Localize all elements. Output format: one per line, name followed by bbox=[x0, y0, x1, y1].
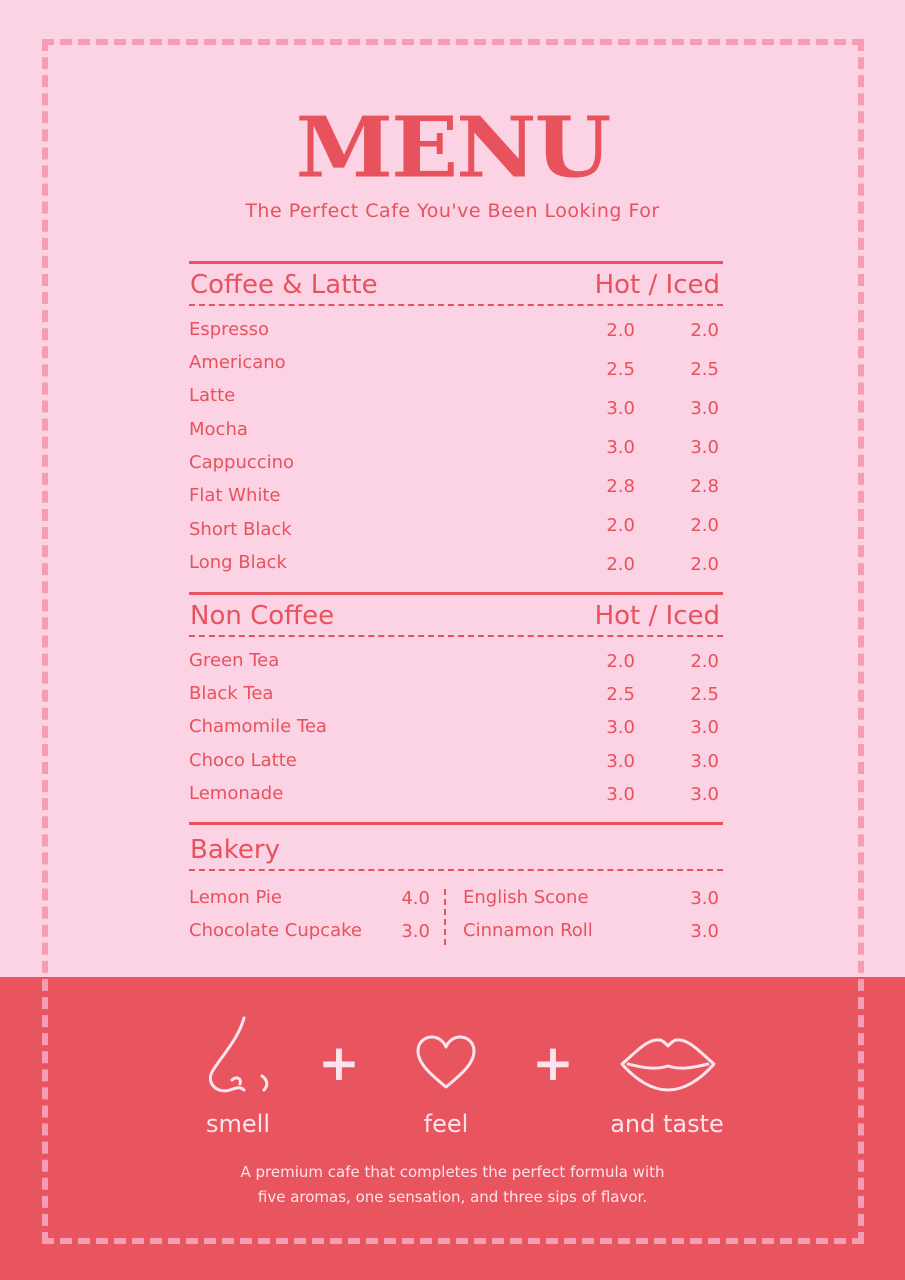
iced-price: 3.0 bbox=[690, 437, 719, 458]
taste-label: and taste bbox=[610, 1110, 724, 1138]
item-name: Choco Latte bbox=[189, 750, 297, 771]
bakery-divider bbox=[444, 889, 446, 945]
tagline-line-1: A premium cafe that completes the perfect formula with bbox=[240, 1163, 665, 1181]
iced-price: 3.0 bbox=[690, 398, 719, 419]
section-bakery bbox=[189, 822, 723, 942]
iced-price: 2.0 bbox=[690, 515, 719, 536]
hot-iced-label: Hot / Iced bbox=[594, 601, 720, 631]
iced-price: 3.0 bbox=[690, 717, 719, 738]
item-name: Lemon Pie bbox=[189, 887, 282, 908]
item-name: Long Black bbox=[189, 552, 287, 573]
item-name: Flat White bbox=[189, 485, 281, 506]
item-name: Lemonade bbox=[189, 783, 284, 804]
hot-price: 3.0 bbox=[606, 398, 635, 419]
heart-icon bbox=[413, 1033, 479, 1093]
item-name: Espresso bbox=[189, 319, 270, 340]
hot-price: 2.0 bbox=[606, 320, 635, 341]
iced-price: 2.8 bbox=[690, 476, 719, 497]
item-name: English Scone bbox=[463, 887, 589, 908]
lips-icon bbox=[618, 1030, 718, 1096]
section-title: Bakery bbox=[190, 835, 280, 865]
smell-label: smell bbox=[206, 1110, 270, 1138]
hot-price: 3.0 bbox=[606, 717, 635, 738]
hot-price: 2.0 bbox=[606, 651, 635, 672]
item-name: Latte bbox=[189, 385, 236, 406]
section-coffee-latte bbox=[189, 261, 723, 575]
price: 3.0 bbox=[690, 888, 719, 909]
price: 3.0 bbox=[401, 921, 430, 942]
item-name: Chocolate Cupcake bbox=[189, 920, 362, 941]
iced-price: 2.5 bbox=[690, 684, 719, 705]
section-dashed-rule bbox=[189, 869, 723, 871]
section-dashed-rule bbox=[189, 304, 723, 306]
item-name: Green Tea bbox=[189, 650, 280, 671]
hot-price: 2.0 bbox=[606, 554, 635, 575]
section-title: Non Coffee bbox=[190, 601, 335, 631]
section-dashed-rule bbox=[189, 635, 723, 637]
tagline-line-2: five aromas, one sensation, and three sips of flavor. bbox=[257, 1188, 648, 1206]
iced-price: 3.0 bbox=[690, 784, 719, 805]
section-title: Coffee & Latte bbox=[190, 270, 378, 300]
price: 4.0 bbox=[401, 888, 430, 909]
iced-price: 2.0 bbox=[690, 651, 719, 672]
item-name: Americano bbox=[189, 352, 286, 373]
item-name: Cappuccino bbox=[189, 452, 295, 473]
page-subtitle: The Perfect Cafe You've Been Looking For bbox=[245, 200, 660, 222]
hot-price: 2.0 bbox=[606, 515, 635, 536]
item-name: Chamomile Tea bbox=[189, 716, 327, 737]
hot-iced-label: Hot / Iced bbox=[594, 270, 720, 300]
item-name: Short Black bbox=[189, 519, 292, 540]
item-name: Black Tea bbox=[189, 683, 274, 704]
hot-price: 2.5 bbox=[606, 684, 635, 705]
section-header bbox=[189, 264, 723, 304]
hot-price: 3.0 bbox=[606, 751, 635, 772]
plus-sign: + bbox=[318, 1034, 360, 1092]
hot-price: 2.5 bbox=[606, 359, 635, 380]
nose-icon bbox=[200, 1010, 280, 1100]
iced-price: 2.0 bbox=[690, 554, 719, 575]
section-header bbox=[189, 595, 723, 635]
hot-price: 3.0 bbox=[606, 437, 635, 458]
feel-label: feel bbox=[423, 1110, 469, 1138]
iced-price: 2.0 bbox=[690, 320, 719, 341]
hot-price: 3.0 bbox=[606, 784, 635, 805]
page-title: MENU bbox=[295, 97, 610, 197]
iced-price: 3.0 bbox=[690, 751, 719, 772]
item-name: Cinnamon Roll bbox=[463, 920, 593, 941]
section-header bbox=[189, 825, 723, 869]
item-name: Mocha bbox=[189, 419, 248, 440]
plus-sign: + bbox=[532, 1034, 574, 1092]
iced-price: 2.5 bbox=[690, 359, 719, 380]
price: 3.0 bbox=[690, 921, 719, 942]
hot-price: 2.8 bbox=[606, 476, 635, 497]
tagline bbox=[0, 1160, 905, 1210]
section-non-coffee bbox=[189, 592, 723, 805]
